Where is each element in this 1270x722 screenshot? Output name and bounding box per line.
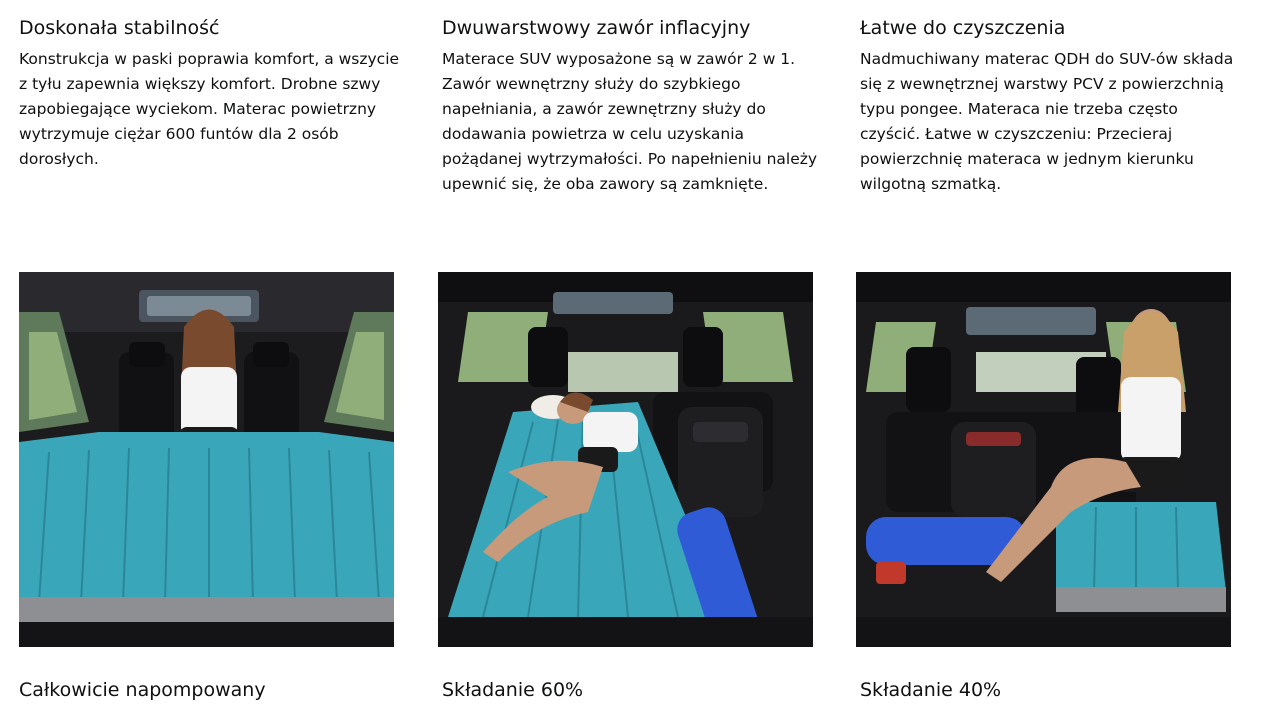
car-mattress-60-image [438, 272, 813, 647]
feature-title: Dwuwarstwowy zawór inflacyjny [442, 17, 751, 39]
photo-caption-folding-40: Składanie 40% [860, 679, 1002, 701]
product-photo-folding-60 [438, 272, 813, 647]
feature-description: Konstrukcja w paski poprawia komfort, a wszycie z tyłu zapewnia większy komfort. Drobne szwy zapobiegające wyciekom. Materac powietrzny wytrzymuje ciężar 600 funtów dla 2 osób dorosłych. [19, 50, 400, 168]
feature-title: Łatwe do czyszczenia [860, 17, 1066, 39]
photo-caption-fully-inflated: Całkowicie napompowany [19, 679, 266, 701]
feature-column-cleaning [860, 14, 1245, 197]
feature-description: Materace SUV wyposażone są w zawór 2 w 1. Zawór wewnętrzny służy do szybkiego napełniania, a zawór zewnętrzny służy do dodawania powietrza w celu uzyskania pożądanej wytrzymałości. Po napełnieniu należy upewnić się, że oba zawory są zamknięte. [442, 50, 818, 193]
feature-description: Nadmuchiwany materac QDH do SUV-ów składa się z wewnętrznej warstwy PCV z powierzchnią typu pongee. Materaca nie trzeba często czyścić. Łatwe w czyszczeniu: Przecieraj powierzchnię materaca w jednym kierunku wilgotną szmatką. [860, 50, 1234, 193]
feature-column-valve [442, 14, 827, 197]
product-photo-fully-inflated [19, 272, 394, 647]
product-photo-folding-40 [856, 272, 1231, 647]
feature-column-stability [19, 14, 404, 172]
car-mattress-40-image [856, 272, 1231, 647]
feature-title: Doskonała stabilność [19, 17, 220, 39]
car-mattress-full-image [19, 272, 394, 647]
photo-caption-folding-60: Składanie 60% [442, 679, 584, 701]
